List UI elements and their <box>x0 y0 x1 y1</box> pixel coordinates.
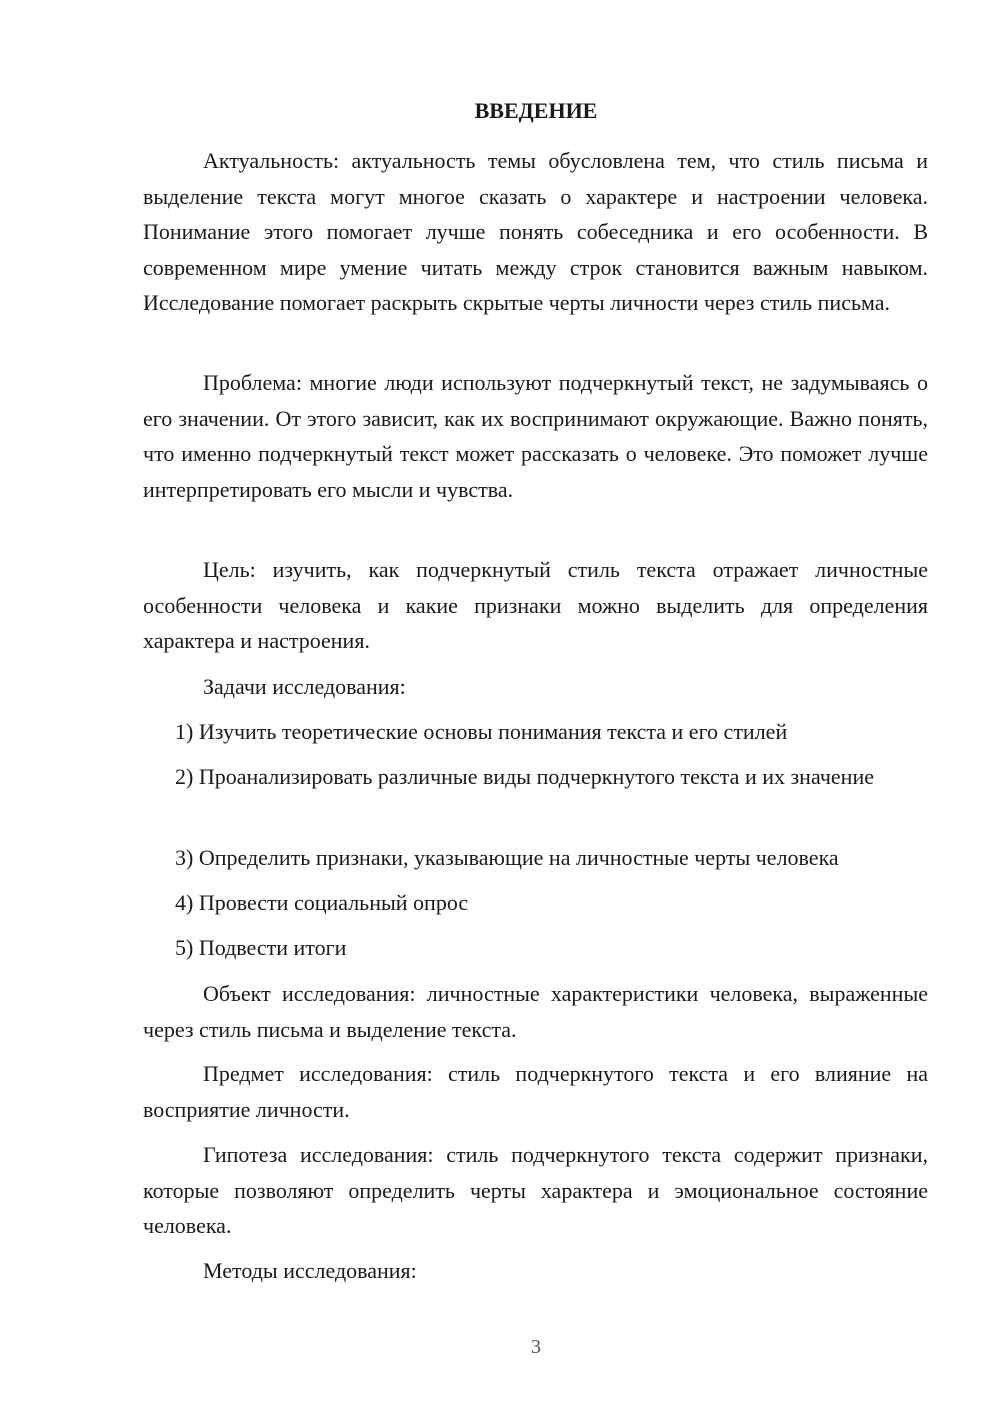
paragraph-methods: Методы исследования: <box>203 1258 417 1283</box>
paragraph-goal: Цель: изучить, как подчеркнутый стиль текста отражает личностные особенности человека и какие признаки можно выделить для определения характера и настроения. <box>143 557 928 653</box>
paragraph-tasks-heading: Задачи исследования: <box>203 674 406 699</box>
list-item: 3) Определить признаки, указывающие на личностные черты человека <box>175 845 839 870</box>
paragraph-subject: Предмет исследования: стиль подчеркнутого текста и его влияние на восприятие личности. <box>143 1061 928 1122</box>
paragraph-hypothesis: Гипотеза исследования: стиль подчеркнутого текста содержит признаки, которые позволяют определить черты характера и эмоциональное состояние человека. <box>143 1142 928 1238</box>
paragraph-object: Объект исследования: личностные характеристики человека, выраженные через стиль письма и выделение текста. <box>143 981 928 1042</box>
list-item: 2) Проанализировать различные виды подчеркнутого текста и их значение <box>175 764 874 789</box>
list-item: 5) Подвести итоги <box>175 935 347 960</box>
list-item: 4) Провести социальный опрос <box>175 890 469 915</box>
paragraph-relevance: Актуальность: актуальность темы обусловлена тем, что стиль письма и выделение текста могут многое сказать о характере и настроении человека. Понимание этого помогает лучше понять собеседника и его особенности. В современном мире умение читать между строк становится важным навыком. Исследование помогает раскрыть скрытые черты личности через стиль письма. <box>143 148 928 315</box>
page-title: ВВЕДЕНИЕ <box>474 98 598 123</box>
list-item: 1) Изучить теоретические основы понимания текста и его стилей <box>175 719 788 744</box>
page-number: 3 <box>531 1336 541 1358</box>
paragraph-problem: Проблема: многие люди используют подчеркнутый текст, не задумываясь о его значении. От этого зависит, как их воспринимают окружающие. Важно понять, что именно подчеркнутый текст может рассказать о человеке. Это поможет лучше интерпретировать его мысли и чувства. <box>143 370 928 502</box>
